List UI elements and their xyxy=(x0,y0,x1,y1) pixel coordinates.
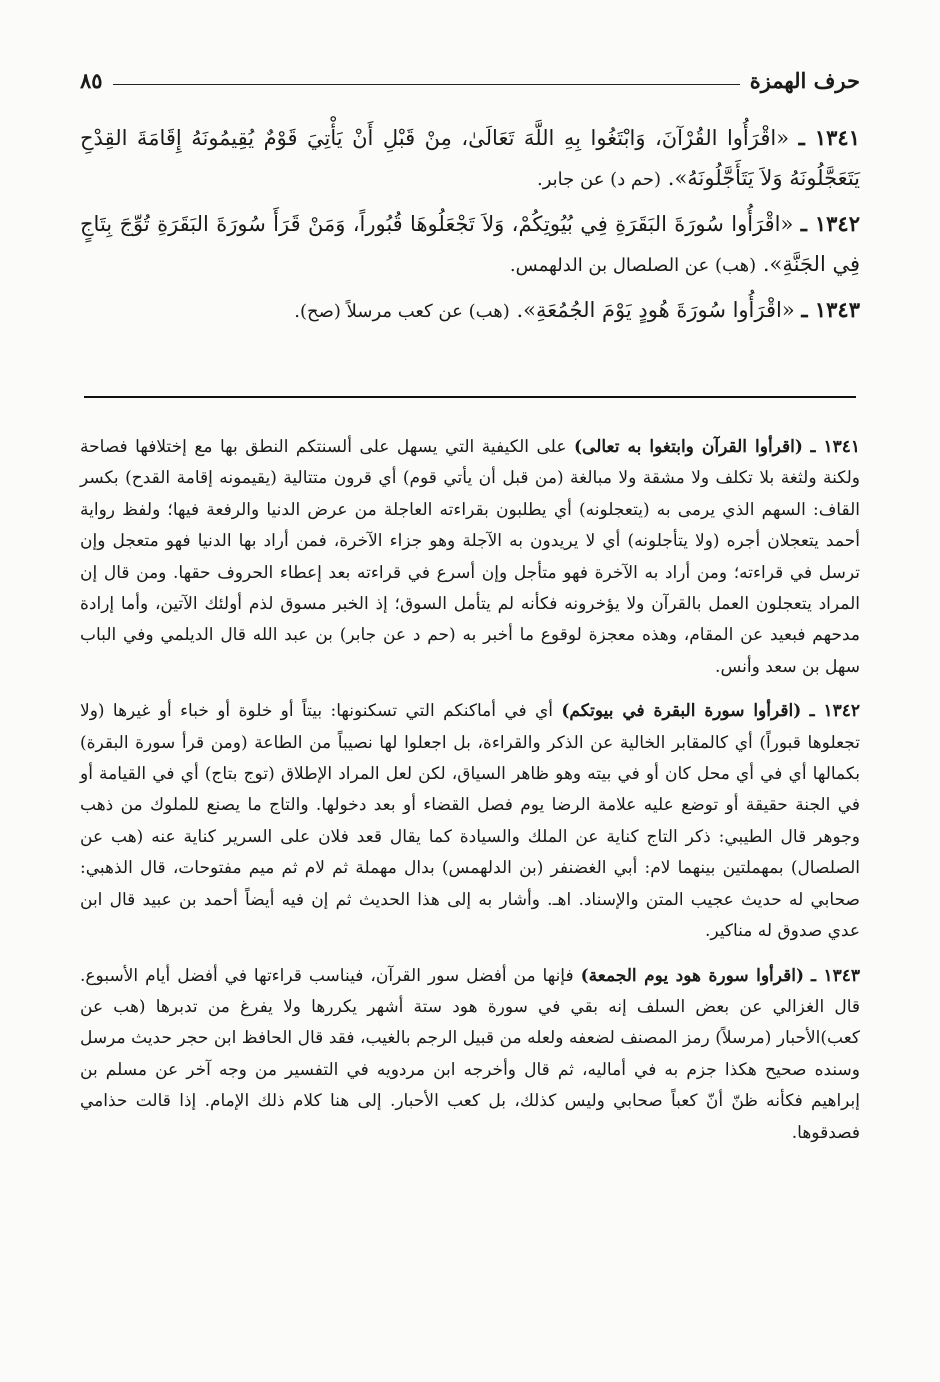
commentary-entry xyxy=(80,961,860,1149)
hadith-source: (حم د) عن جابر. xyxy=(537,169,662,190)
commentary-entry xyxy=(80,432,860,683)
hadith-entry xyxy=(80,204,860,286)
hadith-number: ١٣٤٢ ـ xyxy=(800,211,860,236)
hadith-source: (هب) عن كعب مرسلاً (صح). xyxy=(294,301,510,322)
commentary-text: فإنها من أفضل سور القرآن، فيناسب قراءتها في أفضل أيام الأسبوع. قال الغزالي عن بعض السلف إنه بقي في سورة هود ستة أشهر يكررها ولا يفرغ من تدبرها (هب عن كعب)الأحبار (مرسلاً) رمز المصنف لضعفه ولعله من قبيل الرجم بالغيب، فقد قال الحافظ ابن حجر حديث مرسل وسنده صحيح هكذا جزم به في أماليه، ثم قال وأخرجه ابن مردويه في التفسير من وجه آخر عن مسلم بن إبراهيم فكأنه ظنّ أنّ كعباً صحابي وليس كذلك، بل كعب الأحبار. إلى هنا كلام ذلك الإمام. إذا قالت حذامي فصدقوها. xyxy=(80,965,860,1143)
chapter-title: حرف الهمزة xyxy=(749,67,860,93)
commentary-number: ١٣٤٣ ـ xyxy=(811,965,861,986)
commentary-lemma: (اقرأوا سورة البقرة في بيوتكم) xyxy=(561,701,802,722)
commentary-lemma: (اقرأوا القرآن وابتغوا به تعالى) xyxy=(573,437,803,457)
hadith-text: «اقْرَأُوا سُورَةَ هُودٍ يَوْمَ الجُمُعَةِ». xyxy=(516,298,795,322)
hadith-text-section xyxy=(80,118,860,336)
commentary-text: على الكيفية التي يسهل على ألسنتكم النطق بها مع إختلافها فصاحة ولكنة ولثغة بلا تكلف ولا مشقة ولا مبالغة (من قبل أن يأتي قوم) أي قرون متتالية (يقيمونه إقامة القدح) بكسر القاف: السهم الذي يرمى به (يتعجلونه) أي يطلبون بقراءته العاجلة من عرض الدنيا والرفعة فيها؛ ولفظ رواية أحمد يتعجلان أجره (ولا يتأجلونه) أي لا يريدون به الآجلة وهو جزاء الآخرة، فمن أراد بها الدنيا فهو متعجل وإن ترسل في قراءته؛ ومن أراد به الآخرة فهو متأجل وإن أسرع في قراءته بعد إعطاء الحروف حقها. ومن قال إن المراد يتعجلون العمل بالقرآن ولا يؤخرونه فكأنه لم يتأمل السوق؛ إذ الخبر مسوق لذم أولئك الآتين، وأما إرادة مدحهم فبعيد عن المقام، وهذه معجزة لوقوع ما أخبر به (حم د عن جابر) بن عبد الله قال الديلمي وفي الباب سهل بن سعد وأنس. xyxy=(80,437,860,677)
hadith-text: «اقْرَأُوا سُورَةَ البَقَرَةِ فِي بُيُوتِكُمْ، وَلاَ تَجْعَلُوهَا قُبُوراً، وَمَنْ قَرَأَ سُورَةَ البَقَرَةِ تُوِّجَ بِتَاجٍ فِي الجَنَّةِ». xyxy=(80,212,860,276)
hadith-number: ١٣٤١ ـ xyxy=(798,125,860,150)
hadith-entry xyxy=(80,290,860,332)
page-number: ٨٥ xyxy=(80,67,103,93)
commentary-number: ١٣٤٢ ـ xyxy=(809,701,861,722)
commentary-entry xyxy=(80,696,860,947)
hadith-number: ١٣٤٣ ـ xyxy=(801,297,860,322)
header-rule xyxy=(113,84,740,85)
commentary-text: أي في أماكنكم التي تسكنونها: بيتاً أو خلوة أو خباء أو غيرها (ولا تجعلوها قبوراً) أي كالمقابر الخالية عن الذكر والقراءة، بل اجعلوا لها نصيباً من الطاعة (ومن قرأ سورة البقرة) بكمالها أي في أي محل كان أو في بيته وهو ظاهر السياق، لكن لعل المراد الإطلاق (توج بتاج) أي في القيامة أو في الجنة حقيقة أو توضع عليه علامة الرضا يوم فصل القضاء أو بعد دخولها. والتاج ما يصنع للملوك من ذهب وجوهر قال الطيبي: ذكر التاج كناية عن الملك والسيادة كما يقال قعد فلان على السرير كناية عنه (هب عن الصلصال) بمهملتين بينهما لام: أبي الغضنفر (بن الدلهمس) بدال مهملة ثم لام ثم ميم مفتوحات، قال الذهبي: صحابي له حديث عجيب المتن والإسناد. اهـ. وأشار به إلى هذا الحديث ثم إن فيه أيضاً أحمد بن عبيد قال ابن عدي صدوق له مناكير. xyxy=(80,701,860,942)
section-divider xyxy=(84,396,856,398)
commentary-lemma: (اقرأوا سورة هود يوم الجمعة) xyxy=(580,965,805,986)
hadith-entry xyxy=(80,118,860,200)
hadith-text: «اقْرَأُوا القُرْآنَ، وَابْتَغُوا بِهِ اللَّهَ تَعَالَىٰ، مِنْ قَبْلِ أَنْ يَأْتِيَ قَوْمٌ يُقِيمُونَهُ إِقَامَةَ القِدْحِ يَتَعَجَّلُونَهُ وَلاَ يَتَأَجَّلُونَهُ». xyxy=(80,126,860,190)
hadith-source: (هب) عن الصلصال بن الدلهمس. xyxy=(509,255,757,276)
commentary-section xyxy=(80,432,860,1162)
commentary-number: ١٣٤١ ـ xyxy=(810,437,861,457)
running-header xyxy=(80,62,860,98)
